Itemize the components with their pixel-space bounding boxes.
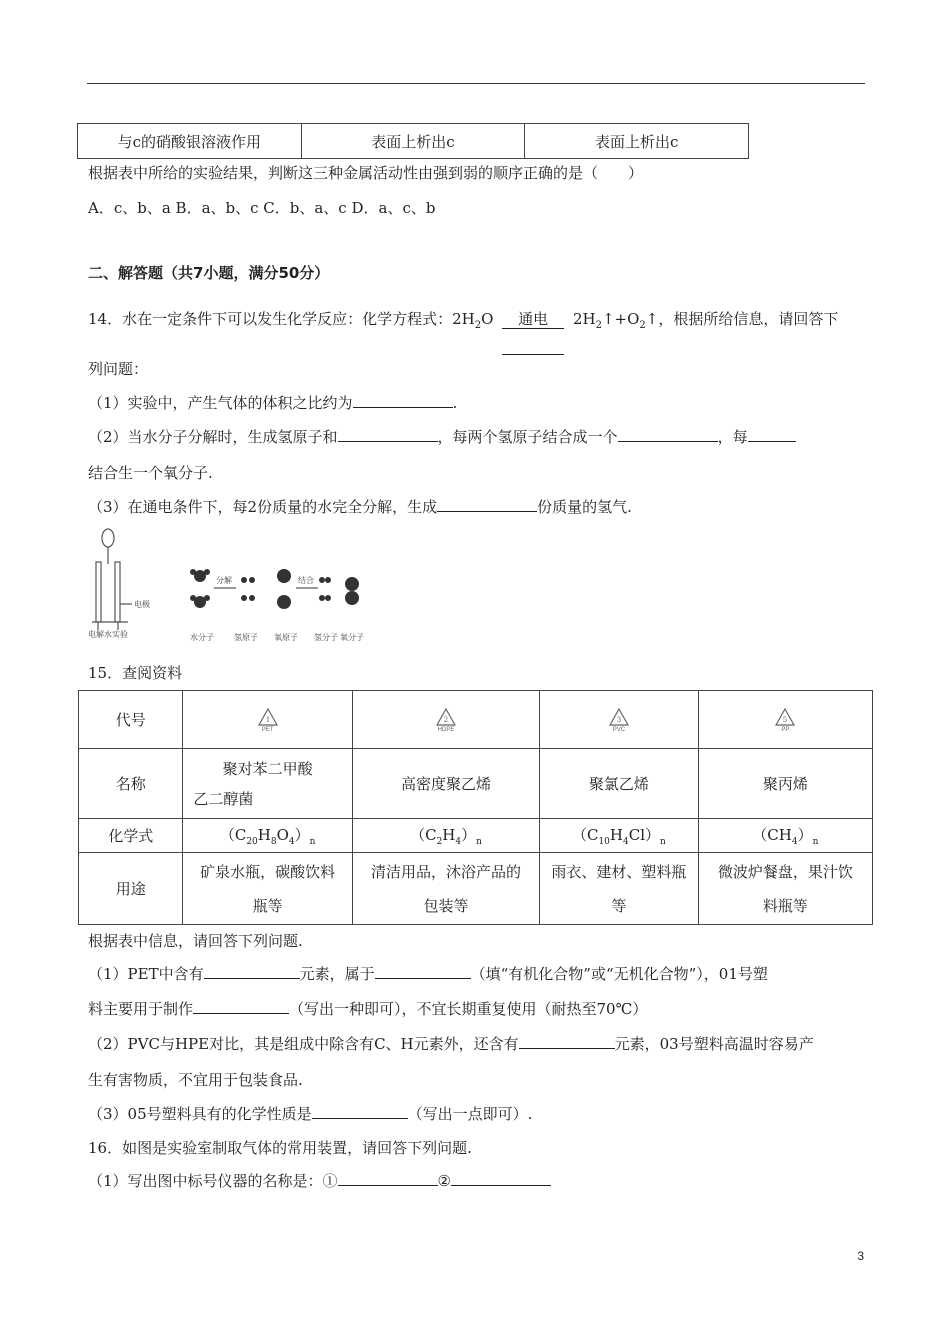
svg-text:2: 2 bbox=[443, 715, 449, 724]
hydrogen-molecules bbox=[319, 577, 331, 601]
recycle-code-cell bbox=[698, 691, 872, 749]
answer-blank[interactable] bbox=[519, 1034, 615, 1049]
q15-intro: 根据表中信息，请回答下列问题. bbox=[88, 932, 303, 950]
row-header: 用途 bbox=[79, 853, 183, 925]
recycle-code-cell bbox=[352, 691, 539, 749]
q15-part1-cont: 料主要用于制作 （写出一种即可），不宜长期重复使用（耐热至70℃） bbox=[88, 1000, 648, 1018]
use-cell: 微波炉餐盘，果汁饮 料瓶等 bbox=[698, 853, 872, 925]
section2-title: 二、解答题（共7小题，满分50分） bbox=[88, 264, 330, 282]
name-cell: 聚丙烯 bbox=[698, 749, 872, 819]
row-header: 代号 bbox=[79, 691, 183, 749]
plastics-table bbox=[78, 690, 873, 925]
answer-blank[interactable] bbox=[193, 999, 289, 1014]
q15-part1: （1）PET中含有 元素，属于 （填“有机化合物”或“无机化合物”），01号塑 bbox=[88, 965, 768, 983]
table-cell: 与c的硝酸银溶液作用 bbox=[78, 124, 302, 159]
code-label: HDPE bbox=[437, 726, 455, 733]
formula-cell: $(CH_4)_n$ bbox=[698, 819, 872, 853]
answer-blank[interactable] bbox=[748, 427, 796, 442]
apparatus-label: 电解水实验 bbox=[88, 630, 128, 639]
answer-blank[interactable] bbox=[338, 427, 438, 442]
electrolysis-figure bbox=[88, 524, 368, 648]
oxygen-molecule bbox=[345, 577, 359, 605]
svg-text:1: 1 bbox=[265, 715, 270, 724]
name-line: 聚对苯二甲酸 bbox=[222, 759, 313, 778]
q14-part1: （1）实验中，产生气体的体积之比约为 . bbox=[88, 394, 458, 412]
q16-stem: 16．如图是实验室制取气体的常用装置，请回答下列问题. bbox=[88, 1139, 472, 1157]
q15-part2-cont: 生有害物质，不宜用于包装食品. bbox=[88, 1071, 303, 1089]
answer-blank[interactable] bbox=[312, 1104, 408, 1119]
name-line: 乙二醇菌 bbox=[193, 789, 254, 808]
answer-blank[interactable] bbox=[437, 497, 537, 512]
water-molecules bbox=[190, 569, 210, 608]
formula-cell: $(C_{20}H_8O_4)_n$ bbox=[183, 819, 352, 853]
q15-part3: （3）05号塑料具有的化学性质是 （写出一点即可）. bbox=[88, 1105, 533, 1123]
answer-blank[interactable] bbox=[204, 964, 300, 979]
reaction-condition: 通电 bbox=[518, 310, 549, 328]
table-cell: 表面上析出c bbox=[301, 124, 525, 159]
answer-blank[interactable] bbox=[451, 1171, 551, 1186]
formula-cell: $(C_2H_4)_n$ bbox=[352, 819, 539, 853]
label-oxygen-atom: 氧原子 bbox=[274, 633, 298, 642]
q13-options: A．c、b、a B．a、b、c C．b、a、c D．a、c、b bbox=[88, 199, 436, 217]
page-number: 3 bbox=[857, 1249, 864, 1263]
table-cell: 表面上析出c bbox=[525, 124, 749, 159]
q14-part3: （3）在通电条件下，每2份质量的水完全分解，生成 份质量的氢气. bbox=[88, 498, 632, 516]
name-cell: 高密度聚乙烯 bbox=[352, 749, 539, 819]
row-header: 化学式 bbox=[79, 819, 183, 853]
use-cell: 雨衣、建材、塑料瓶 等 bbox=[540, 853, 699, 925]
arrow-label-combine: 结合 bbox=[298, 576, 314, 585]
q15-title: 15．查阅资料 bbox=[88, 664, 183, 682]
answer-blank[interactable] bbox=[618, 427, 718, 442]
q14-stem-cont: 列问题： bbox=[88, 360, 149, 378]
label-oxygen-molecule: 氧分子 bbox=[340, 633, 364, 642]
recycle-triangle-icon bbox=[257, 707, 279, 727]
metal-activity-table bbox=[77, 123, 749, 159]
label-hydrogen-atom: 氢原子 bbox=[234, 633, 258, 642]
recycle-triangle-icon bbox=[608, 707, 630, 727]
label-water-molecule: 水分子 bbox=[190, 633, 214, 642]
recycle-triangle-icon bbox=[774, 707, 796, 727]
use-cell: 清洁用品，沐浴产品的 包装等 bbox=[352, 853, 539, 925]
code-label: PP bbox=[781, 726, 790, 733]
code-label: PET bbox=[261, 726, 274, 733]
q14-part2-cont: 结合生一个氧分子. bbox=[88, 464, 213, 482]
q15-part2: （2）PVC与HPE对比，其是组成中除含有C、H元素外，还含有 元素，03号塑料高温时容易产 bbox=[88, 1035, 814, 1053]
formula-cell: $(C_{10}H_4Cl)_n$ bbox=[540, 819, 699, 853]
oxygen-atoms bbox=[277, 569, 291, 609]
label-hydrogen-molecule: 氢分子 bbox=[314, 633, 338, 642]
svg-text:3: 3 bbox=[616, 715, 622, 724]
answer-blank[interactable] bbox=[353, 393, 453, 408]
recycle-triangle-icon bbox=[435, 707, 457, 727]
q13-stem: 根据表中所给的实验结果，判断这三种金属活动性由强到弱的顺序正确的是（ ） bbox=[88, 164, 644, 182]
arrow-label-decompose: 分解 bbox=[216, 576, 232, 585]
electrode-label: 电极 bbox=[134, 600, 150, 609]
name-cell bbox=[183, 749, 352, 819]
svg-text:5: 5 bbox=[783, 715, 788, 724]
q16-part1: （1）写出图中标号仪器的名称是：① ② bbox=[88, 1170, 551, 1191]
row-header: 名称 bbox=[79, 749, 183, 819]
q14-part2: （2）当水分子分解时，生成氢原子和 ，每两个氢原子结合成一个 ，每 bbox=[88, 426, 796, 447]
recycle-code-cell bbox=[183, 691, 352, 749]
hydrogen-atoms bbox=[241, 577, 255, 601]
q14-stem: 14．水在一定条件下可以发生化学反应：化学方程式：$2H_2O$ 通电 $2H_2↑+O_2↑$，根据所给信息，请回答下 bbox=[88, 308, 838, 331]
recycle-code-cell bbox=[540, 691, 699, 749]
answer-blank[interactable] bbox=[338, 1171, 438, 1186]
use-cell: 矿泉水瓶，碳酸饮料 瓶等 bbox=[183, 853, 352, 925]
code-label: PVC bbox=[612, 726, 626, 733]
name-cell: 聚氯乙烯 bbox=[540, 749, 699, 819]
header-rule bbox=[87, 83, 865, 84]
answer-blank[interactable] bbox=[375, 964, 471, 979]
